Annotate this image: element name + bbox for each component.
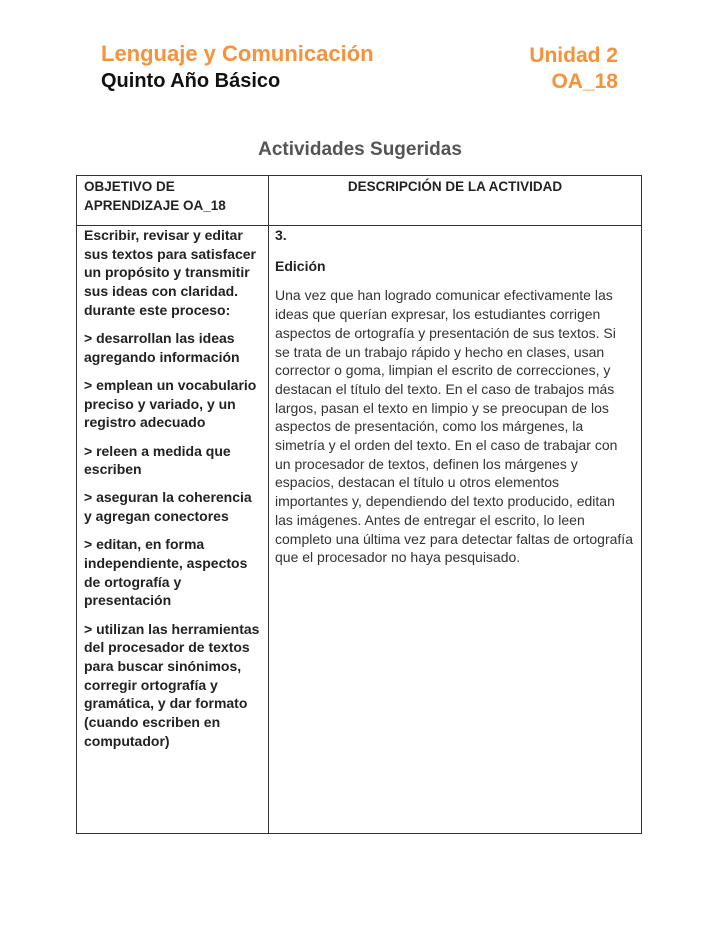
objective-paragraph: > emplean un vocabulario preciso y variado, y un registro adecuado — [84, 376, 257, 431]
subject-title: Lenguaje y Comunicación — [101, 41, 374, 66]
activities-table — [76, 175, 642, 834]
objective-paragraph: > editan, en forma independiente, aspectos de ortografía y presentación — [84, 536, 248, 609]
grade-title: Quinto Año Básico — [101, 70, 281, 92]
objective-paragraph: Escribir, revisar y editar sus textos para satisfacer un propósito y transmitir sus ideas con claridad. durante este proceso: — [84, 227, 256, 318]
activity-number: 3. — [275, 227, 287, 243]
objective-paragraph: > utilizan las herramientas del procesador de textos para buscar sinónimos, corregir ortografía y gramática, y dar formato (cuando escriben en computador) — [84, 620, 260, 749]
activity-cell — [275, 226, 637, 567]
column-divider — [268, 176, 269, 833]
objective-cell — [84, 226, 266, 760]
description-column-header: DESCRIPCIÓN DE LA ACTIVIDAD — [347, 179, 563, 194]
oa-label: OA_18 — [551, 70, 618, 93]
section-title: Actividades Sugeridas — [258, 139, 462, 160]
objective-paragraph: > releen a medida que escriben — [84, 442, 231, 478]
activity-title: Edición — [275, 257, 326, 274]
unit-label: Unidad 2 — [529, 44, 618, 67]
objective-paragraph: > aseguran la coherencia y agregan conectores — [84, 489, 252, 525]
objective-paragraph: > desarrollan las ideas agregando información — [84, 330, 240, 365]
activity-body: Una vez que han logrado comunicar efectivamente las ideas que querían expresar, los estudiantes corrigen aspectos de ortografía y presentación de sus textos. Si se trata de un trabajo rápido y hecho en clases, usan corrector o goma, limpian el escrito de correcciones, y destacan el título del texto. En el caso de trabajos más largos, pasan el texto en limpio y se preocupan de los aspectos de presentación, como los márgenes, la simetría y el orden del texto. En el caso de trabajar con un procesador de textos, definen los márgenes y espacios, destacan el título u otros elementos importantes y, dependiendo del texto producido, editan las imágenes. Antes de entregar el escrito, lo leen completo una última vez para detectar faltas de ortografía que el procesador no haya pesquisado. — [275, 287, 633, 566]
objective-column-header: OBJETIVO DE APRENDIZAJE OA_18 — [84, 179, 226, 213]
